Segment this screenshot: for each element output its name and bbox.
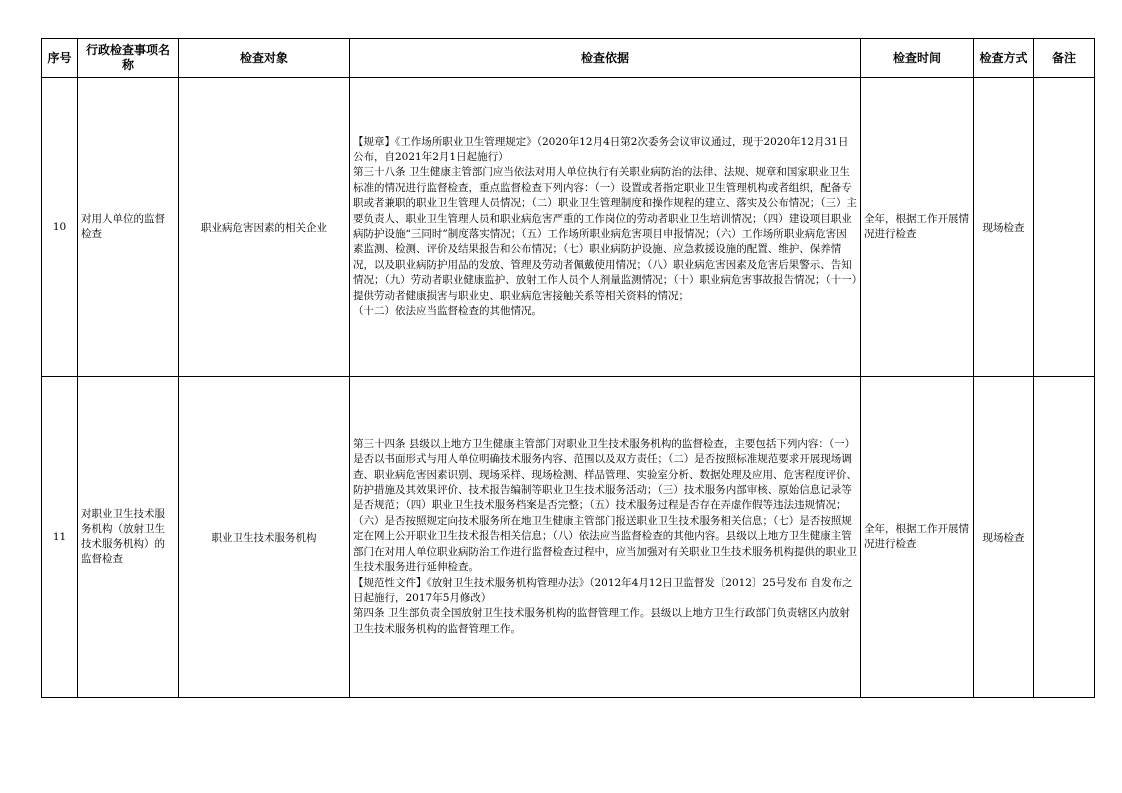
inspection-basis (350, 377, 861, 698)
header-method: 检查方式 (974, 39, 1034, 78)
table-row (42, 377, 1095, 698)
inspection-method: 现场检查 (974, 377, 1034, 698)
header-remark: 备注 (1034, 39, 1095, 78)
header-row (42, 39, 1095, 78)
basis-paragraph: 第三十四条 县级以上地方卫生健康主管部门对职业卫生技术服务机构的监督检查，主要包括下列内容：（一）是否以书面形式与用人单位明确技术服务内容、范围以及双方责任；（二）是否按照标准规范要求开展现场调查、职业病危害因素识别、现场采样、现场检测、样品管理、实验室分析、数据处理及应用、危害程度评价、防护措施及其效果评价、技术报告编制等职业卫生技术服务活动；（三）技术服务内部审核、原始信息记录等是否规范；（四）职业卫生技术服务档案是否完整；（五）技术服务过程是否存在弄虚作假等违法违规情况；（六）是否按照规定向技术服务所在地卫生健康主管部门报送职业卫生技术服务相关信息；（七）是否按照规定在网上公开职业卫生技术报告相关信息；（八）依法应当监督检查的其他内容。县级以上地方卫生健康主管部门在对用人单位职业病防治工作进行监督检查过程中，应当加强对有关职业卫生技术服务机构提供的职业卫生技术服务进行延伸检查。 (353, 437, 857, 574)
header-object: 检查对象 (179, 39, 350, 78)
basis-paragraph: 【规范性文件】《放射卫生技术服务机构管理办法》（2012年4月12日卫监督发〔2012〕25号发布 自发布之日起施行，2017年5月修改） (353, 576, 853, 604)
inspection-item: 对用人单位的监督检查 (78, 78, 179, 377)
basis-paragraph: 【规章】《工作场所职业卫生管理规定》（2020年12月4日第2次委务会议审议通过，现于2020年12月31日公布，自2021年2月1日起施行） (353, 135, 849, 163)
header-basis: 检查依据 (350, 39, 861, 78)
table-row (42, 78, 1095, 377)
inspection-basis (350, 78, 861, 377)
remark-cell (1034, 377, 1095, 698)
inspection-time: 全年，根据工作开展情况进行检查 (861, 377, 974, 698)
basis-paragraph: 第三十八条 卫生健康主管部门应当依法对用人单位执行有关职业病防治的法律、法规、规章和国家职业卫生标准的情况进行监督检查，重点监督检查下列内容：（一）设置或者指定职业卫生管理机构或者组织，配备专职或者兼职的职业卫生管理人员情况；（二）职业卫生管理制度和操作规程的建立、落实及公布情况；（三）主要负责人、职业卫生管理人员和职业病危害严重的工作岗位的劳动者职业卫生培训情况；（四）建设项目职业病防护设施“三同时”制度落实情况；（五）工作场所职业病危害项目申报情况；（六）工作场所职业病危害因素监测、检测、评价及结果报告和公布情况；（七）职业病防护设施、应急救援设施的配置、维护、保养情况，以及职业病防护用品的发放、管理及劳动者佩戴使用情况；（八）职业病危害因素及危害后果警示、告知情况；（九）劳动者职业健康监护、放射工作人员个人剂量监测情况；（十）职业病危害事故报告情况；（十一）提供劳动者健康损害与职业史、职业病危害接触关系等相关资料的情况； (353, 166, 857, 302)
inspection-object: 职业病危害因素的相关企业 (179, 78, 350, 377)
header-time: 检查时间 (861, 39, 974, 78)
basis-paragraph: 第四条 卫生部负责全国放射卫生技术服务机构的监督管理工作。县级以上地方卫生行政部门负责辖区内放射卫生技术服务机构的监督管理工作。 (353, 607, 850, 635)
row-number: 11 (42, 377, 78, 698)
inspection-time: 全年，根据工作开展情况进行检查 (861, 78, 974, 377)
remark-cell (1034, 78, 1095, 377)
inspection-table (41, 38, 1095, 698)
row-number: 10 (42, 78, 78, 377)
header-item: 行政检查事项名称 (78, 39, 179, 78)
basis-paragraph: （十二）依法应当监督检查的其他情况。 (353, 305, 542, 318)
header-no: 序号 (42, 39, 78, 78)
inspection-object: 职业卫生技术服务机构 (179, 377, 350, 698)
inspection-item: 对职业卫生技术服务机构（放射卫生技术服务机构）的监督检查 (78, 377, 179, 698)
inspection-method: 现场检查 (974, 78, 1034, 377)
